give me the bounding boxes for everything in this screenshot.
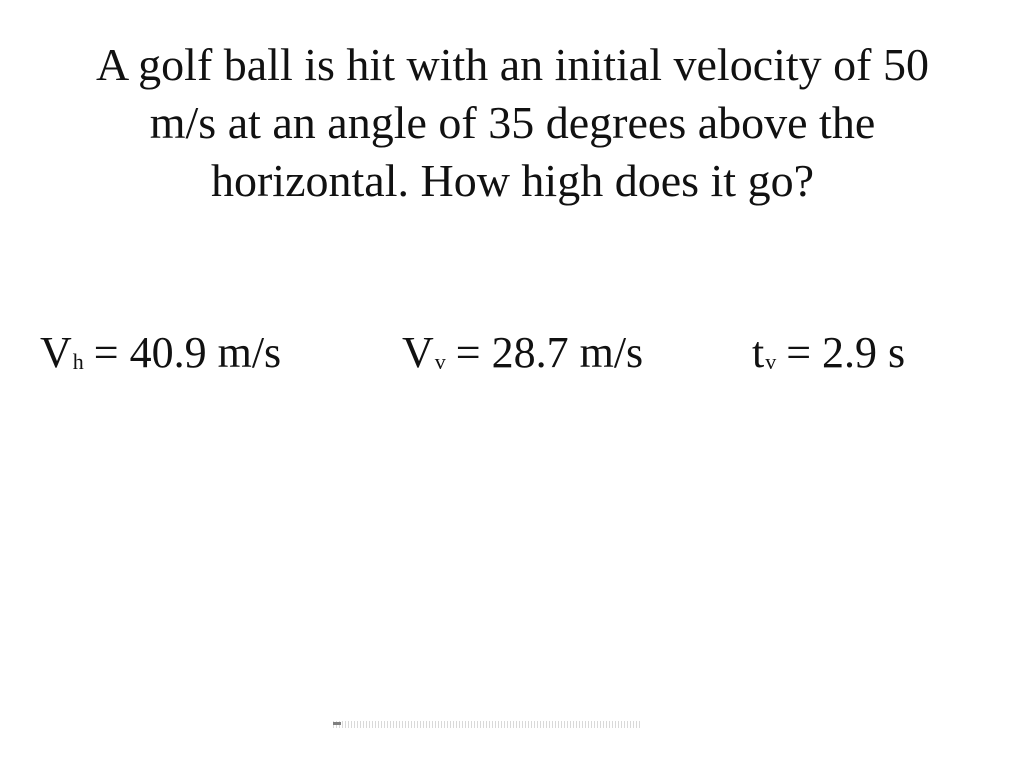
question-text [30, 36, 995, 210]
vertical-velocity-subscript: v [434, 349, 446, 374]
question-line-1: A golf ball is hit with an initial velocity of 50 [95, 39, 929, 90]
given-values-row [40, 323, 1000, 383]
footer-artifact-mark [333, 722, 341, 725]
time-to-peak-value: = 2.9 s [786, 328, 906, 377]
horizontal-velocity [40, 323, 281, 392]
horizontal-velocity-value: = 40.9 m/s [93, 328, 282, 377]
vertical-velocity [402, 323, 643, 392]
footer-artifact-strip [333, 721, 640, 728]
question-line-2: m/s at an angle of 35 degrees above the [149, 97, 876, 148]
horizontal-velocity-subscript: h [72, 349, 84, 374]
time-to-peak [752, 323, 905, 392]
time-to-peak-subscript: v [765, 349, 777, 374]
vertical-velocity-value: = 28.7 m/s [455, 328, 644, 377]
time-to-peak-symbol: t [752, 328, 765, 377]
vertical-velocity-symbol: V [402, 328, 434, 377]
horizontal-velocity-symbol: V [40, 328, 72, 377]
question-line-3: horizontal. How high does it go? [210, 155, 814, 206]
